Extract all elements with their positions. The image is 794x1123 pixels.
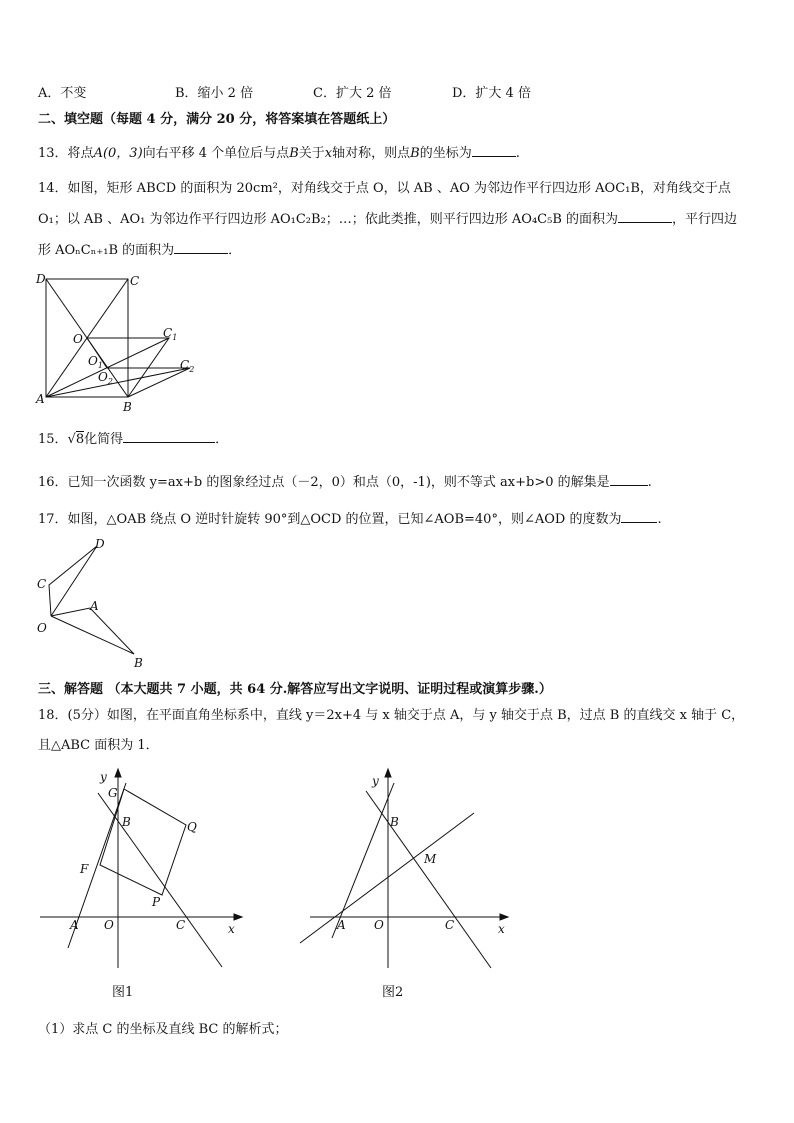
q15-answer-blank[interactable] — [123, 430, 215, 443]
q17-text: 17．如图，△OAB 绕点 O 逆时针旋转 90°到△OCD 的位置，已知∠AOB=40°，则∠AOD 的度数为 — [38, 512, 622, 527]
label-b: B — [123, 400, 132, 414]
section2-title: 二、填空题（每题 4 分，满分 20 分，将答案填在答题纸上） — [38, 112, 396, 127]
q14-answer-blank-1[interactable] — [618, 210, 672, 223]
q18-figure1 — [30, 763, 255, 978]
label-a: A — [337, 918, 346, 932]
q14-line1: 14．如图，矩形 ABCD 的面积为 20cm²，对角线交于点 O，以 AB 、AO 为邻边作平行四边形 AOC₁B，对角线交于点 — [38, 181, 731, 196]
square-gqpf — [100, 789, 186, 895]
q13-answer-blank[interactable] — [472, 144, 516, 157]
q18-line1: 18．(5分）如图，在平面直角坐标系中，直线 y＝2x+4 与 x 轴交于点 A，与 y 轴交于点 B，过点 B 的直线交 x 轴于 C， — [38, 708, 745, 723]
q13-x: x — [324, 146, 333, 161]
q14-line2a: O₁；以 AB 、AO₁ 为邻边作平行四边形 AO₁C₂B₂；…；依此类推，则平行四边形 AO₄C₅B 的面积为 — [38, 212, 619, 227]
q15-end: ． — [215, 432, 229, 447]
label-c: C — [37, 577, 47, 591]
label-c: C — [176, 918, 186, 932]
label-o: O — [374, 918, 384, 932]
y-axis-arrow — [385, 769, 391, 777]
q13-dot: . — [515, 146, 520, 161]
diagonal-ac2 — [46, 368, 190, 397]
label-y: y — [100, 770, 107, 784]
label-q: Q — [187, 820, 197, 834]
label-a: A — [36, 392, 45, 406]
q15-text: 化简得 — [84, 432, 124, 447]
q13-mid: 向右平移 4 个单位后与点 — [142, 146, 290, 161]
q12-option-c: C．扩大 2 倍 — [313, 86, 392, 101]
q17-figure-svg — [30, 532, 160, 672]
figure2-svg — [292, 763, 517, 978]
q12-option-d: D．扩大 4 倍 — [452, 86, 531, 101]
label-d: D — [95, 537, 105, 551]
q16-text: 16．已知一次函数 y=ax+b 的图象经过点（－2，0）和点（0，-1)，则不等式 ax+b>0 的解集是 — [38, 475, 610, 490]
q12-option-b: B．缩小 2 倍 — [175, 86, 254, 101]
label-d: D — [36, 272, 46, 286]
q13 — [38, 142, 520, 161]
q14-line2b: ，平行四边 — [672, 212, 738, 227]
q13-post: 轴对称，则点 — [332, 146, 411, 161]
q14-figure — [30, 265, 210, 415]
label-o2: $O_2$ — [98, 370, 113, 386]
q13-number: 13． — [38, 146, 68, 161]
q14-answer-blank-2[interactable] — [174, 241, 228, 254]
line-ab — [332, 783, 394, 938]
q15 — [38, 428, 228, 447]
x-axis-arrow — [234, 914, 242, 920]
section3-title: 三、解答题 （本大题共 7 小题，共 64 分.解答应写出文字说明、证明过程或演算步骤.） — [38, 682, 552, 697]
figure1-svg — [30, 763, 255, 978]
figure1-caption: 图1 — [112, 985, 134, 1000]
label-y: y — [372, 774, 379, 788]
q14-line3b: ． — [228, 243, 242, 258]
q16 — [38, 471, 652, 490]
label-m: M — [424, 852, 437, 866]
label-b: B — [390, 815, 399, 829]
q13-mid2: 关于 — [298, 146, 325, 161]
q17-figure — [30, 532, 160, 672]
q16-answer-blank[interactable] — [610, 473, 648, 486]
q16-end: . — [647, 475, 652, 490]
label-g: G — [108, 786, 118, 800]
line-bc — [98, 793, 222, 967]
label-a: A — [70, 918, 79, 932]
q13-pre: 将点 — [67, 146, 94, 161]
label-c: C — [445, 918, 455, 932]
q14-figure-svg — [30, 265, 210, 415]
label-o1: $O_1$ — [88, 354, 103, 370]
label-b: B — [134, 656, 143, 670]
q15-radicand: 8 — [75, 432, 85, 447]
q17-end: . — [657, 512, 662, 527]
sqrt-sign: √ — [67, 432, 76, 447]
q13-point: A(0，3) — [93, 146, 143, 161]
q17 — [38, 508, 662, 527]
label-b: B — [122, 815, 131, 829]
q14-line2 — [38, 208, 737, 227]
label-a: A — [90, 599, 99, 613]
q18-figure2 — [292, 763, 517, 978]
label-x: x — [498, 922, 505, 936]
label-f: F — [80, 862, 89, 876]
label-o: O — [104, 918, 114, 932]
label-o: O — [37, 621, 47, 635]
q12-option-a: A．不变 — [38, 86, 87, 101]
label-c2: $C_2$ — [180, 358, 195, 374]
triangle-oab — [51, 608, 134, 654]
label-c: C — [130, 274, 140, 288]
q18-sub1: （1）求点 C 的坐标及直线 BC 的解析式； — [38, 1022, 288, 1037]
q18-line2: 且△ABC 面积为 1． — [38, 738, 159, 753]
label-p: P — [152, 895, 161, 909]
x-axis-arrow — [500, 914, 508, 920]
y-axis-arrow — [115, 769, 121, 777]
label-c1: $C_1$ — [163, 326, 178, 342]
label-o: O — [73, 332, 83, 346]
q14-line3 — [38, 239, 241, 258]
label-x: x — [228, 922, 235, 936]
q13-point-b: B — [289, 146, 299, 161]
q15-number: 15． — [38, 432, 68, 447]
q14-line3a: 形 AOₙCₙ₊₁B 的面积为 — [38, 243, 175, 258]
q17-answer-blank[interactable] — [621, 510, 657, 523]
q13-point-b2: B — [410, 146, 420, 161]
figure2-caption: 图2 — [382, 985, 404, 1000]
q13-end: 的坐标为 — [419, 146, 472, 161]
